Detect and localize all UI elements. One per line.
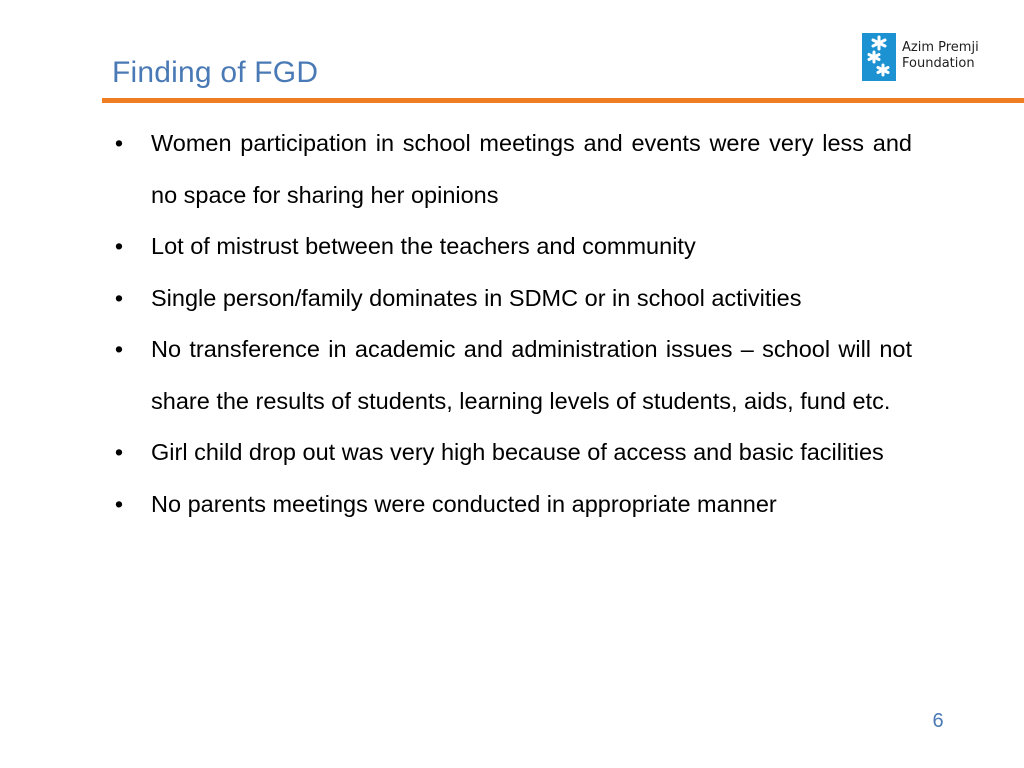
bullet-icon: •	[114, 284, 124, 311]
bullet-icon: •	[114, 490, 124, 517]
list-item	[112, 221, 912, 273]
bullet-icon: •	[114, 336, 124, 362]
title-divider	[102, 98, 1024, 103]
logo-line-1: Azim Premji	[902, 40, 979, 55]
bullet-text: No transference in academic and administration issues – school will not share the results of students, learning levels of students, aids, fund etc.	[151, 336, 912, 414]
slide-title: Finding of FGD	[112, 56, 319, 89]
list-item	[112, 479, 912, 531]
slide-body	[112, 118, 912, 530]
logo-line-2: Foundation	[902, 56, 975, 71]
bullet-text: Women participation in school meetings and events were very less and no space for sharing her opinions	[151, 130, 912, 208]
bullet-icon: •	[114, 130, 124, 156]
list-item	[112, 118, 912, 221]
azim-premji-logo-icon	[862, 33, 896, 81]
list-item	[112, 273, 912, 325]
bullet-icon: •	[114, 233, 124, 259]
bullet-list	[112, 118, 912, 530]
bullet-text: No parents meetings were conducted in appropriate manner	[151, 490, 777, 517]
bullet-icon: •	[114, 439, 124, 465]
logo-wordmark	[902, 40, 979, 72]
list-item	[112, 324, 912, 427]
page-number: 6	[932, 710, 944, 732]
foundation-logo	[862, 33, 992, 83]
bullet-text: Single person/family dominates in SDMC or in school activities	[151, 284, 802, 311]
bullet-text: Lot of mistrust between the teachers and community	[151, 233, 696, 259]
bullet-text: Girl child drop out was very high because of access and basic facilities	[151, 439, 884, 465]
list-item	[112, 427, 912, 479]
